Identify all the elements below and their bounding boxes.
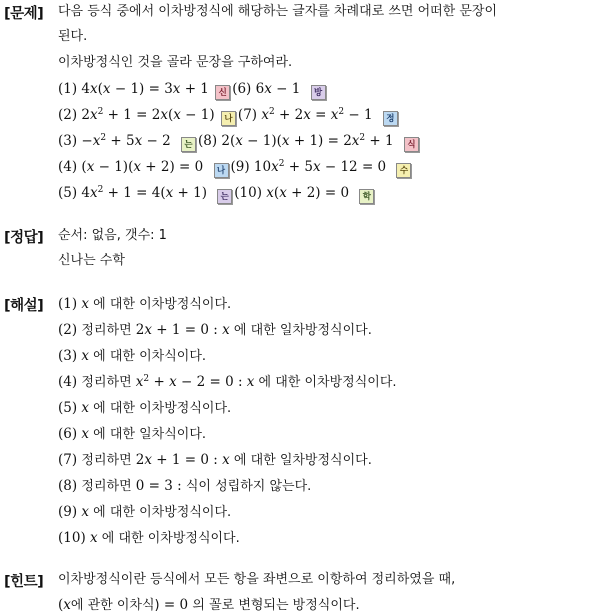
item-number-5: (5): [58, 185, 78, 201]
solution-expression: $x^2 + x - 2 = 0$ : x: [135, 374, 255, 390]
tag-3: 는: [181, 137, 196, 152]
solution-text: 에 대한 이차방정식이다.: [89, 297, 232, 312]
solution-number: (7): [58, 452, 78, 468]
solution-expression: x: [81, 348, 90, 364]
solution-text: 에 대한 이차방정식이다.: [89, 505, 232, 520]
hint-line-2: (x에 관한 이차식) = 0 의 꼴로 변형되는 방정식이다.: [58, 597, 360, 613]
problem-row-3: $(3) -x^2 + 5x - 2$ 는 (8) $2(x - 1)(x + 1) = 2x^2 + 1$ 식: [58, 132, 421, 152]
solution-number: (6): [58, 426, 78, 442]
solution-line: [58, 477, 311, 496]
problem-row-5: (5) $4x^2 + 1 = 4(x + 1)$ 는 (10) x(x + 2) = 0 학: [58, 184, 376, 204]
tag-9: 수: [396, 163, 411, 178]
answer-line-1: 순서: 없음, 갯수: 1: [58, 228, 167, 243]
problem-intro-1: 다음 등식 중에서 이차방정식에 해당하는 글자를 차례대로 쓰면 어떠한 문장이: [58, 4, 498, 19]
solution-expression: 2x + 1 = 0 : x: [135, 452, 230, 468]
item-number-9: (9): [230, 159, 250, 175]
solution-prefix: 정리하면: [81, 453, 136, 468]
answer-line-2: 신나는 수학: [58, 253, 125, 268]
solution-text: 에 대한 이차방정식이다.: [89, 401, 232, 416]
solution-text: 에 대한 이차식이다.: [89, 349, 207, 364]
solution-line: [58, 399, 231, 418]
tag-1: 신: [215, 85, 230, 100]
solution-prefix: 정리하면: [81, 375, 136, 390]
item-number-1: (1): [58, 81, 78, 97]
solution-number: (3): [58, 348, 78, 364]
solution-text: 에 대한 일차방정식이다.: [229, 323, 372, 338]
problem-row-4: (4) (x − 1)(x + 2) = 0 나 (9) $10x^2 + 5x - 12 = 0$ 수: [58, 158, 413, 178]
solution-line: [58, 295, 231, 314]
item-number-6: (6): [232, 81, 252, 97]
solution-line: [58, 503, 231, 522]
problem-intro-3: 이차방정식인 것을 골라 문장을 구하여라.: [58, 55, 293, 70]
solution-number: (8): [58, 478, 78, 494]
solution-text: 에 대한 이차방정식이다.: [97, 531, 240, 546]
item-number-2: (2): [58, 107, 78, 123]
solution-text: 에 대한 일차식이다.: [89, 427, 207, 442]
hint-label: [힌트]: [4, 574, 44, 590]
solution-prefix: 정리하면: [81, 479, 136, 494]
solution-prefix: 정리하면: [81, 323, 136, 338]
problem-intro-2: 된다.: [58, 29, 88, 44]
solution-line: [58, 529, 240, 548]
solution-number: (2): [58, 322, 78, 338]
solution-expression: x: [81, 426, 90, 442]
item-number-3: (3): [58, 133, 78, 149]
tag-2: 나: [221, 111, 236, 126]
tag-7: 정: [383, 111, 398, 126]
solution-expression: x: [81, 296, 90, 312]
solution-number: (4): [58, 374, 78, 390]
solution-number: (5): [58, 400, 78, 416]
problem-label: [문제]: [4, 6, 44, 22]
solution-expression: 0 = 3 :: [135, 478, 182, 494]
tag-10: 학: [359, 189, 374, 204]
solution-line: [58, 373, 397, 392]
tag-8: 식: [404, 137, 419, 152]
answer-label: [정답]: [4, 230, 44, 246]
problem-row-2: (2) $2x^2 + 1 = 2x(x - 1)$ 나 (7) $x^2 + 2x = x^2 - 1$ 정: [58, 106, 400, 126]
problem-row-1: (1) 4x(x − 1) = 3x + 1 신 (6) 6x − 1 방: [58, 80, 328, 100]
solution-expression: x: [90, 530, 98, 546]
solution-line: [58, 425, 206, 444]
solution-expression: 2x + 1 = 0 : x: [135, 322, 230, 338]
solution-line: [58, 451, 372, 470]
item-number-8: (8): [197, 133, 218, 149]
solution-number: (1): [58, 296, 78, 312]
item-number-7: (7): [237, 107, 258, 123]
hint-line-1: 이차방정식이란 등식에서 모든 항을 좌변으로 이항하여 정리하였을 때,: [58, 572, 456, 587]
tag-6: 방: [311, 85, 326, 100]
tag-5: 는: [217, 189, 232, 204]
solution-label: [해설]: [4, 298, 44, 314]
solution-expression: x: [81, 400, 90, 416]
tag-4: 나: [214, 163, 229, 178]
solution-expression: x: [81, 504, 90, 520]
solution-line: [58, 347, 206, 366]
solution-text: 식이 성립하지 않는다.: [181, 479, 312, 494]
item-number-4: (4): [58, 159, 78, 175]
solution-text: 에 대한 일차방정식이다.: [229, 453, 372, 468]
item-number-10: (10): [234, 185, 262, 201]
solution-text: 에 대한 이차방정식이다.: [254, 375, 397, 390]
solution-line: [58, 321, 372, 340]
solution-number: (9): [58, 504, 78, 520]
solution-number: (10): [58, 530, 86, 546]
